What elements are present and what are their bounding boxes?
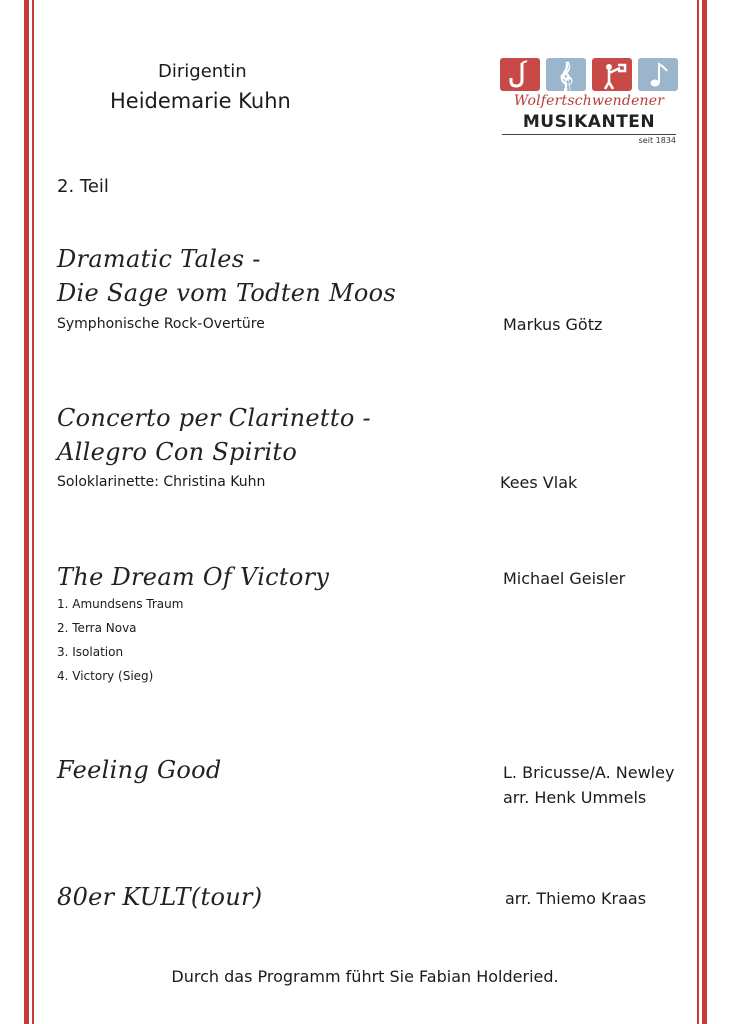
logo-script-text: Wolfertschwendener xyxy=(513,93,665,109)
music-note-icon xyxy=(638,58,678,91)
piece-composer: Kees Vlak xyxy=(500,473,578,492)
trumpet-player-icon xyxy=(592,58,632,91)
right-border-thin xyxy=(697,0,699,1024)
movement-item: 1. Amundsens Traum xyxy=(57,597,184,611)
piece-title xyxy=(57,880,262,914)
logo-title-text: MUSIKANTEN xyxy=(522,112,656,132)
piece-title xyxy=(57,560,329,594)
piece-title-line: 80er KULT(tour) xyxy=(57,883,263,911)
piece-composer: L. Bricusse/A. Newley xyxy=(503,763,675,782)
movement-item: 2. Terra Nova xyxy=(57,621,137,635)
movement-item: 4. Victory (Sieg) xyxy=(57,669,154,683)
piece-arranger: arr. Henk Ummels xyxy=(503,788,647,807)
piece-title xyxy=(57,753,222,787)
treble-clef-icon xyxy=(546,58,586,91)
conductor-name: Heidemarie Kuhn xyxy=(110,89,291,113)
movement-item: 3. Isolation xyxy=(57,645,124,659)
piece-title-line: Feeling Good xyxy=(57,756,222,784)
piece-subtitle: Symphonische Rock-Overtüre xyxy=(57,316,265,332)
svg-text:𝄞: 𝄞 xyxy=(558,62,574,91)
right-border-thick xyxy=(702,0,707,1024)
piece-title-line: Die Sage vom Todten Moos xyxy=(57,279,396,307)
piece-composer: Markus Götz xyxy=(503,315,603,334)
conductor-role: Dirigentin xyxy=(158,61,247,82)
piece-title-line: Dramatic Tales - xyxy=(57,245,261,273)
logo-divider xyxy=(502,134,676,135)
left-border-thick xyxy=(24,0,29,1024)
logo-tiles xyxy=(500,58,678,91)
band-logo xyxy=(500,58,678,148)
left-border-thin xyxy=(32,0,34,1024)
piece-title-line: Concerto per Clarinetto - xyxy=(57,404,371,432)
part-heading: 2. Teil xyxy=(57,176,109,197)
saxophone-icon xyxy=(500,58,540,91)
logo-since-text: seit 1834 xyxy=(638,136,676,145)
piece-title xyxy=(57,401,371,469)
piece-title xyxy=(57,242,396,310)
piece-subtitle: Soloklarinette: Christina Kuhn xyxy=(57,474,266,490)
piece-composer: Michael Geisler xyxy=(503,569,626,588)
piece-title-line: Allegro Con Spirito xyxy=(57,438,298,466)
piece-title-line: The Dream Of Victory xyxy=(57,563,330,591)
program-footer: Durch das Programm führt Sie Fabian Holderied. xyxy=(171,967,559,986)
piece-arranger: arr. Thiemo Kraas xyxy=(505,889,647,908)
